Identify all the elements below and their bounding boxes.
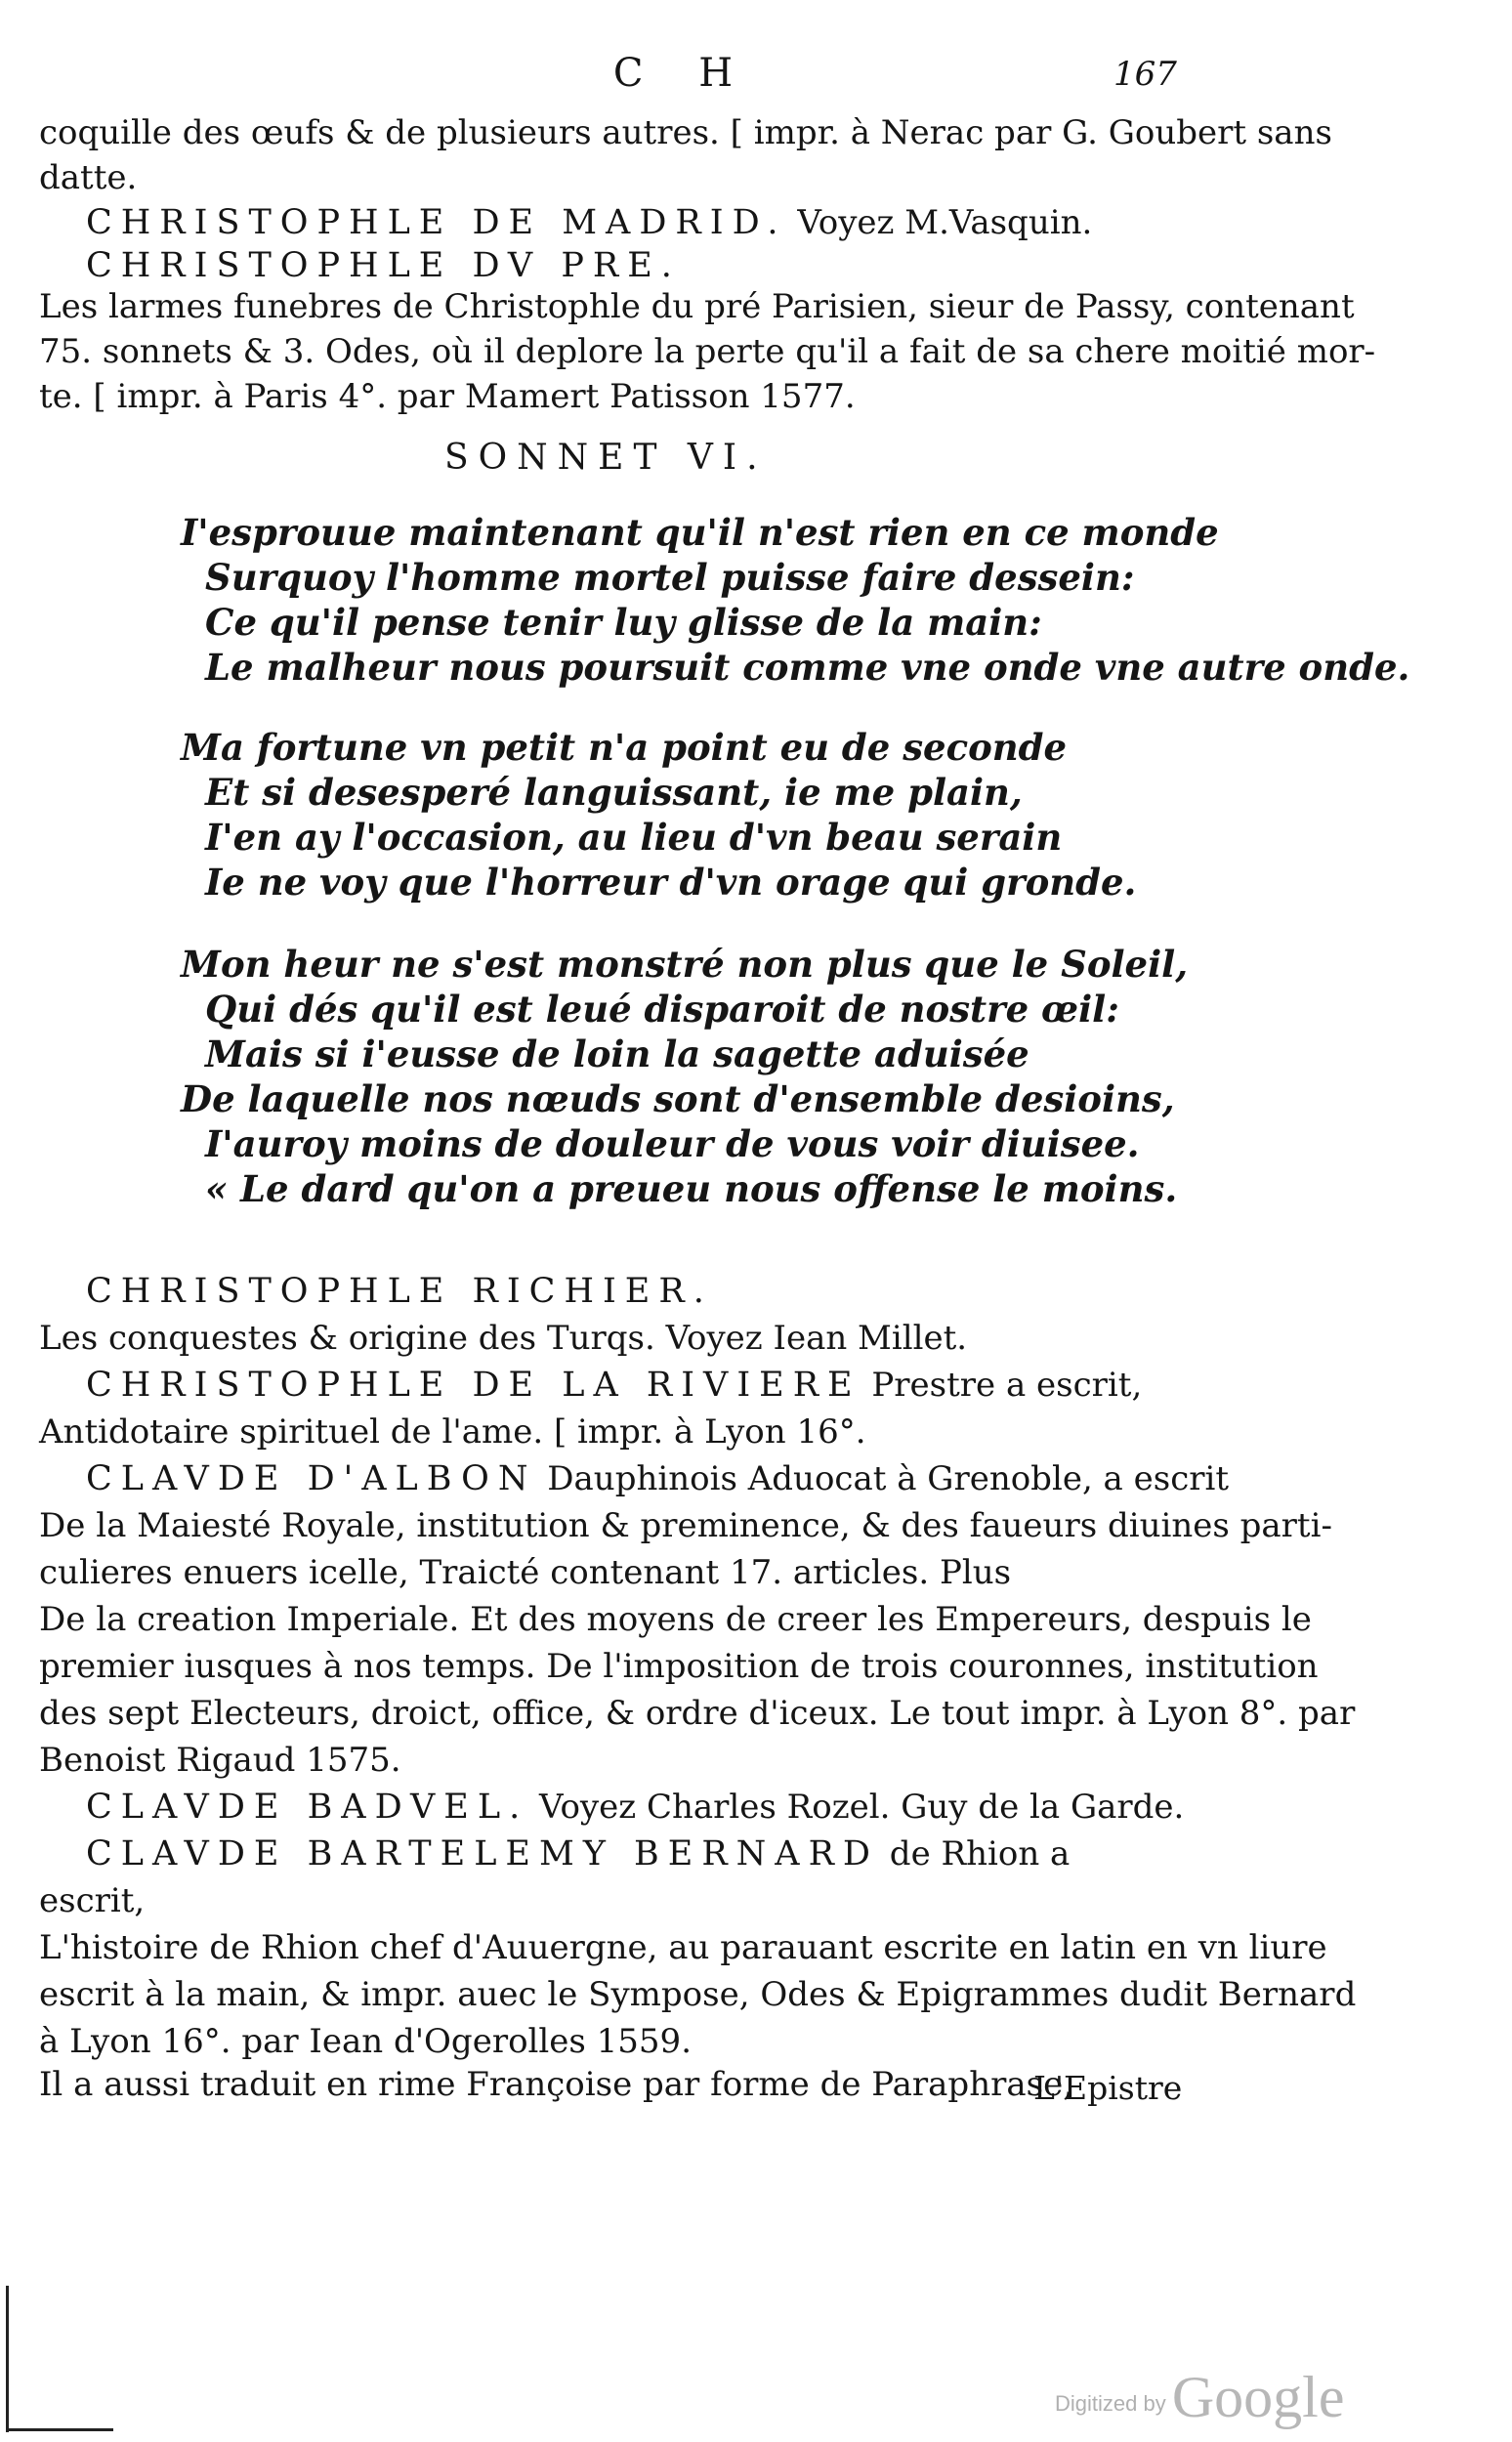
entry-name: CLAVDE BADVEL. [86, 1788, 529, 1827]
entry-name: CLAVDE D'ALBON [86, 1459, 537, 1498]
sonnet-title: SONNET VI. [444, 438, 768, 478]
text-line: des sept Electeurs, droict, office, & ordre d'iceux. Le tout impr. à Lyon 8°. par [39, 1694, 1356, 1733]
verse-line: Le malheur nous poursuit comme vne onde vne autre onde. [205, 646, 1410, 689]
text-line: datte. [39, 158, 138, 197]
verse-line: Surquoy l'homme mortel puisse faire dessein: [205, 556, 1135, 599]
entry-text: Prestre a escrit, [861, 1366, 1143, 1405]
entry-line [86, 1784, 1184, 1831]
text-line: Les conquestes & origine des Turqs. Voyez Iean Millet. [39, 1319, 968, 1358]
entry-line [86, 1268, 713, 1315]
entry-line [86, 1831, 1070, 1877]
text-line: De la creation Imperiale. Et des moyens de creer les Empereurs, despuis le [39, 1600, 1312, 1639]
text-line: Benoist Rigaud 1575. [39, 1741, 401, 1780]
text-line: coquille des œufs & de plusieurs autres. [ impr. à Nerac par G. Goubert sans [39, 113, 1332, 152]
entry-name: CHRISTOPHLE DE MADRID. [86, 203, 787, 242]
text-line: culieres enuers icelle, Traicté contenant 17. articles. Plus [39, 1553, 1012, 1592]
verse-line: Mais si i'eusse de loin la sagette aduisée [205, 1032, 1029, 1075]
text-line: 75. sonnets & 3. Odes, où il deplore la perte qu'il a fait de sa chere moitié mor- [39, 332, 1376, 371]
running-head: C H [612, 51, 755, 96]
entry-name: CHRISTOPHLE DV PRE. [86, 246, 681, 285]
entry-line [86, 1362, 1142, 1409]
entry-name: CHRISTOPHLE DE LA RIVIERE [86, 1366, 861, 1405]
entry-text: Dauphinois Aduocat à Grenoble, a escrit [536, 1459, 1230, 1498]
verse-line: Et si desesperé languissant, ie me plain, [205, 771, 1023, 814]
google-logo: Google [1171, 2365, 1345, 2429]
verse-line: « Le dard qu'on a preueu nous offense le moins. [205, 1167, 1178, 1210]
entry-line [86, 199, 1092, 246]
binding-edge-foot [6, 2428, 113, 2431]
text-line: te. [ impr. à Paris 4°. par Mamert Patisson 1577. [39, 377, 856, 416]
text-line: L'histoire de Rhion chef d'Auuergne, au parauant escrite en latin en vn liure [39, 1928, 1327, 1967]
text-line: escrit, [39, 1881, 146, 1920]
text-line: premier iusques à nos temps. De l'imposition de trois couronnes, institution [39, 1647, 1319, 1686]
entry-text: Voyez M.Vasquin. [786, 203, 1093, 242]
entry-text: de Rhion a [879, 1834, 1071, 1874]
verse-line: Ie ne voy que l'horreur d'vn orage qui gronde. [205, 861, 1137, 904]
verse-line: I'esprouue maintenant qu'il n'est rien en ce monde [181, 511, 1219, 554]
binding-edge-mark [6, 2286, 9, 2432]
text-line: Il a aussi traduit en rime Françoise par forme de Paraphrase, [39, 2065, 1073, 2104]
entry-name: CLAVDE BARTELEMY BERNARD [86, 1834, 879, 1874]
text-line: Les larmes funebres de Christophle du pré Parisien, sieur de Passy, contenant [39, 287, 1355, 326]
verse-line: Qui dés qu'il est leué disparoit de nostre œil: [205, 988, 1119, 1031]
text-line: Antidotaire spirituel de l'ame. [ impr. à Lyon 16°. [39, 1412, 866, 1452]
verse-line: Ce qu'il pense tenir luy glisse de la main: [205, 601, 1042, 644]
verse-line: De laquelle nos nœuds sont d'ensemble desioins, [181, 1077, 1175, 1120]
entry-line [86, 242, 681, 289]
catchword: L'Epistre [1033, 2069, 1183, 2107]
digitized-watermark [1055, 2364, 1344, 2431]
text-line: escrit à la main, & impr. auec le Sympose, Odes & Epigrammes dudit Bernard [39, 1975, 1357, 2014]
text-line: à Lyon 16°. par Iean d'Ogerolles 1559. [39, 2022, 692, 2061]
entry-name: CHRISTOPHLE RICHIER. [86, 1272, 713, 1311]
digitized-prefix: Digitized by [1055, 2391, 1166, 2416]
verse-line: Ma fortune vn petit n'a point eu de seconde [181, 726, 1068, 769]
verse-line: I'auroy moins de douleur de vous voir diuisee. [205, 1122, 1140, 1165]
page-number: 167 [1113, 55, 1177, 94]
entry-line [86, 1455, 1229, 1502]
entry-text: Voyez Charles Rozel. Guy de la Garde. [528, 1788, 1185, 1827]
verse-line: Mon heur ne s'est monstré non plus que le Soleil, [181, 943, 1189, 986]
text-line: De la Maiesté Royale, institution & preminence, & des faueurs diuines parti- [39, 1506, 1332, 1545]
verse-line: I'en ay l'occasion, au lieu d'vn beau serain [205, 816, 1063, 859]
